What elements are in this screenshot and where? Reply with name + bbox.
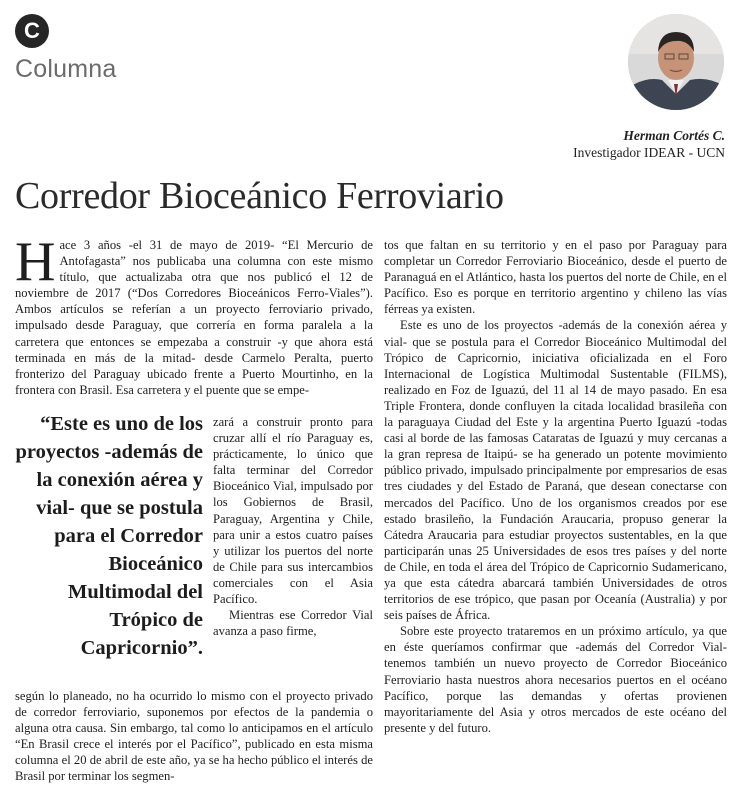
section-badge: C <box>15 14 49 48</box>
author-role: Investigador IDEAR - UCN <box>573 145 725 160</box>
pull-quote: “Este es uno de los proyectos -además de la conexión aérea y vial- que se postula para el Corredor Bioceánico Multimodal del Trópico de Capricornio”. <box>15 413 203 659</box>
author-name: Herman Cortés C. <box>623 128 725 143</box>
article-title: Corredor Bioceánico Ferroviario <box>15 175 504 217</box>
drop-cap: H <box>15 231 56 293</box>
section-label: Columna <box>15 55 117 83</box>
paragraph: según lo planeado, no ha ocurrido lo mismo con el proyecto privado de corredor ferroviario, suponemos por efectos de la pandemia o alguna otra causa. Sin embargo, tal como lo anticipamos en el artículo “En Brasil crece el interés por el Pacífico”, publicado en esta misma columna el 20 de abril de este año, ya se ha hecho público el interés de Brasil por terminar los segmen- <box>15 689 373 784</box>
paragraph: Mientras ese Corredor Vial avanza a paso firme, <box>213 608 373 639</box>
paragraph: Sobre este proyecto trataremos en un próximo artículo, ya que en éste queríamos confirmar que -además del Corredor Vial- tenemos también un nuevo proyecto de Corredor Bioceánico Ferroviario hasta nuestros ahora necesarios puertos en el océano Pacífico, porque las demandas y ofertas provienen mayoritariamente del Asia y otros mercados de este océano del presente y del futuro. <box>384 624 727 735</box>
paragraph <box>15 231 373 398</box>
article-column-left <box>15 231 373 398</box>
author-portrait-image <box>628 14 724 110</box>
paragraph: tos que faltan en su territorio y en el paso por Paraguay para completar un Corredor Ferroviario Bioceánico, desde el puerto de Paranaguá en el Atlántico, hasta los puertos del norte de Chile, en el Pacífico. Eso es porque en territorio argentino y chileno las vías férreas ya existen. <box>384 238 727 317</box>
article-column-middle <box>213 414 373 639</box>
author-portrait <box>628 14 724 110</box>
paragraph: zará a construir pronto para cruzar allí el río Paraguay es, prácticamente, lo único que falta terminar del Corredor Bioceánico Vial, impulsado por los Gobiernos de Brasil, Paraguay, Argentina y Chile, para unir a estos cuatro países y utilizar los puertos del norte de Chile para sus intercambios comerciales con el Asia Pacífico. <box>213 415 373 607</box>
article-column-right <box>384 237 727 736</box>
paragraph: Este es uno de los proyectos -además de la conexión aérea y vial- que se postula para el Corredor Bioceánico Multimodal del Trópico de Capricornio, iniciativa oficializada en el Foro Internacional de Logística Multimodal Sustentable (FILMS), realizado en Foz de Iguazú, del 11 al 14 de mayo pasado. En esa Triple Frontera, donde confluyen la citada localidad brasileña con la paraguaya Ciudad del Este y la argentina Puerto Iguazú -todas casi al borde de las famosas Cataratas de Iguazú y muy cercanas a la gran represa de Itaipú- se ha generado un potente movimiento público privado, impulsado principalmente por empresarios de esas tres ciudades y del Estado de Paraná, que desean conectarse con mercados del Pacífico. Uno de los organismos creados por ese estado brasileño, la Fundación Araucaria, propuso generar la Cátedra Araucaria para estudiar proyectos sustentables, en la que participarán unas 25 Universidades de esos tres países y del norte de Chile, en toda el área del Trópico de Capricornio Sudamericano, ya que esta cátedra abarcará también Universidades de otros territorios de ese trópico, que pasan por Oceanía (Australia) y por seis países de África. <box>384 318 727 623</box>
article-column-bottom <box>15 688 373 785</box>
paragraph-text: ace 3 años -el 31 de mayo de 2019- “El Mercurio de Antofagasta” nos publicaba una columna con este mismo título, que actualizaba otra que nos publicó el 12 de noviembre de 2017 (“Dos Corredores Bioceánicos Ferro-Viales”). Ambos artículos se referían a un proyecto ferroviario privado, impulsado desde Paraguay, que correría en forma paralela a la carretera que entonces se empezaba a construir -y que ahora está terminada en más de la mitad- desde Carmelo Peralta, puerto fronterizo del Paraguay ubicado frente a Puerto Mourtinho, en la frontera con Brasil. Esa carretera y el puente que se empe- <box>15 238 373 397</box>
